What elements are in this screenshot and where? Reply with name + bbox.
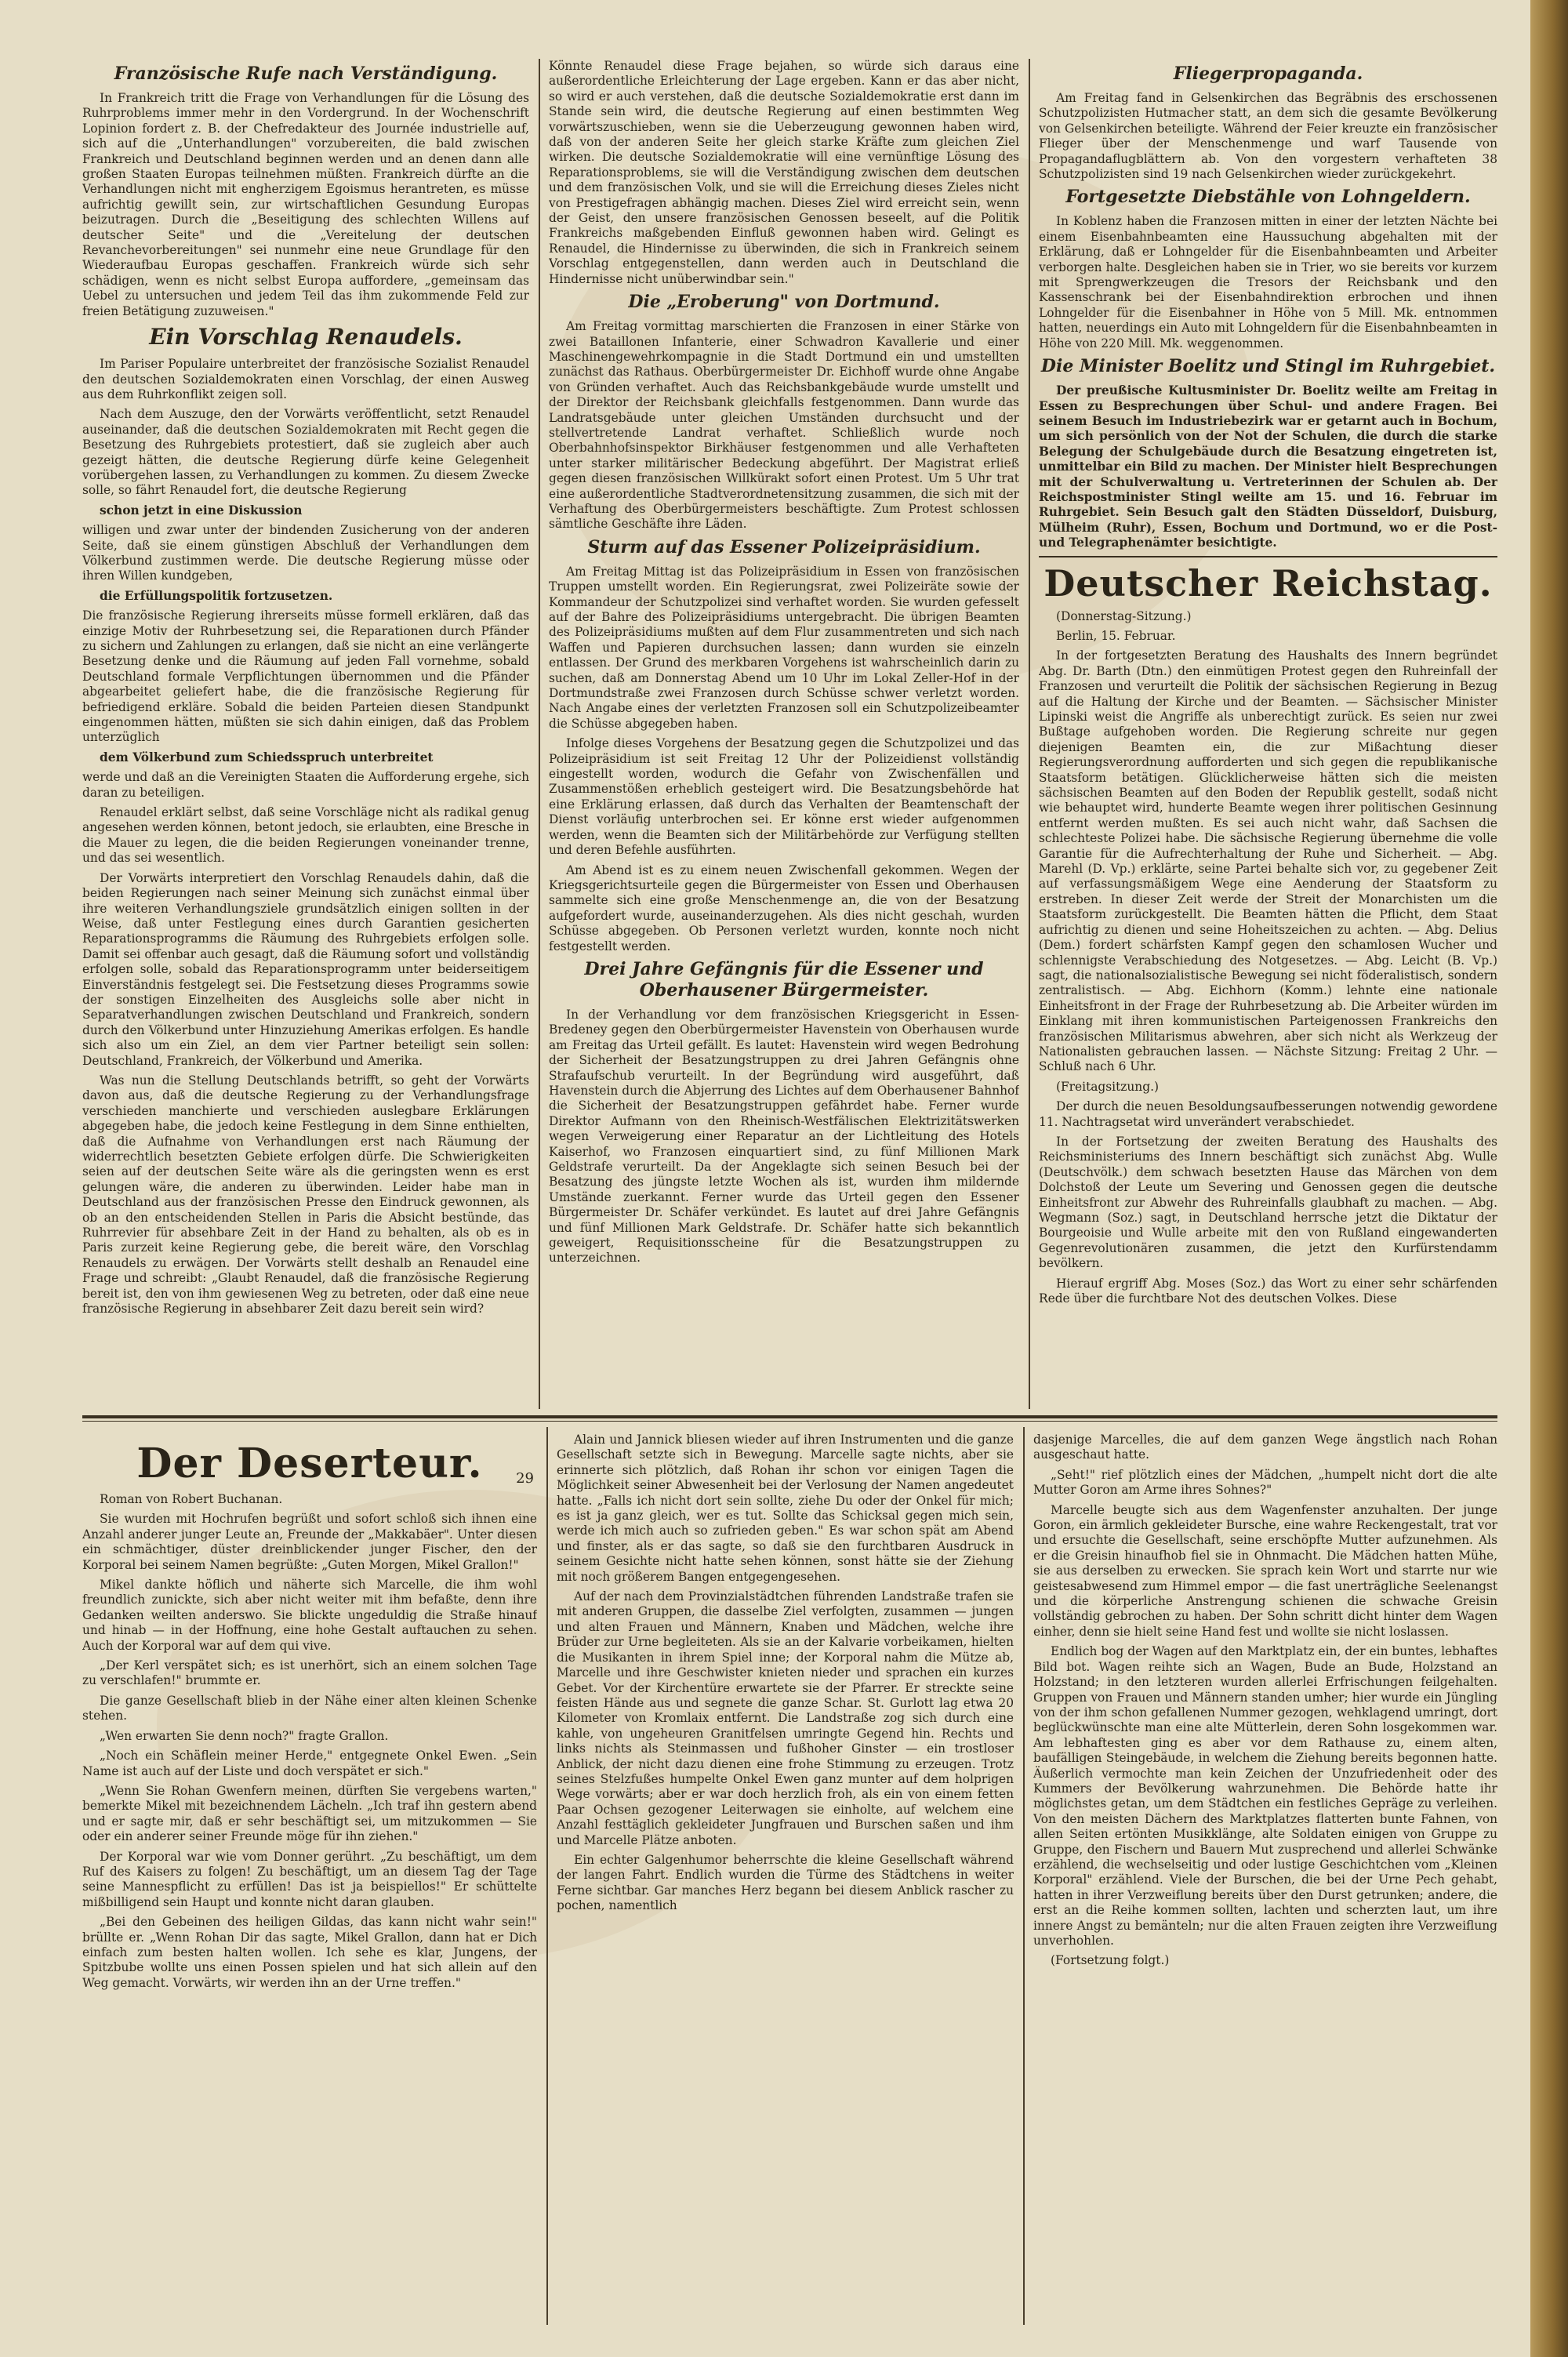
column-2 [549,59,1019,1407]
article-paragraph: In Frankreich tritt die Frage von Verhandlungen für die Lösung des Ruhrproblems immer mehr in den Vordergrund. In der Wochenschrift Lopinion fordert z. B. der Chefredakteur des Journée industrielle auf, sich auf die „Unterhandlungen" vorzubereiten, die bald zwischen Frankreich und Deutschland beginnen werden und an denen dann alle großen Staaten Europas teilnehmen müßten. Frankreich dürfte an die Verhandlungen nicht mit engherzigem Egoismus herantreten, es müsse aufrichtig gewillt sein, zur wirtschaftlichen Gesundung Europas beizutragen. Durch die „Beseitigung des schlechten Willens auf deutscher Seite" und die „Vereitelung der deutschen Revanchevorbereitungen" sei nunmehr eine neue Grundlage für den Wiederaufbau Europas geschaffen. Frankreich würde sich sehr schädigen, wenn es nicht selbst Europa auffordere, „gemeinsam das Uebel zu untersuchen und jedem Teil das ihm zukommende Feld zur freien Betätigung zuzuweisen." [82,91,529,318]
article-paragraph: Am Freitag Mittag ist das Polizeipräsidium in Essen von französischen Truppen umstellt worden. Ein Regierungsrat, zwei Polizeiräte sowie der Kommandeur der Schutzpolizei sind verhaftet worden. Sie wurden gefesselt auf der Bahre des Polizeipräsidiums untergebracht. Die übrigen Beamten des Polizeipräsidiums mußten auf dem Flur zusammentreten und sich nach Waffen und Papieren durchsuchen lassen; dann wurden sie einzeln entlassen. Der Grund des merkbaren Vorgehens ist wahrscheinlich darin zu suchen, daß am Donnerstag Abend um 10 Uhr im Lokal Zeller-Hof in der Dortmundstraße zwei Franzosen durch Schüsse schwer verletzt worden. Nach Angabe eines der verletzten Franzosen soll ein Schutzpolizeibeamter die Schüsse abgegeben haben. [549,564,1019,731]
emphasis-line: schon jetzt in eine Diskussion [100,503,303,518]
article-paragraph: Was nun die Stellung Deutschlands betrifft, so geht der Vorwärts davon aus, daß die deutsche Regierung zu der Verhandlungsfrage verschieden manchierte und verschieden auslegbare Erklärungen abgegeben habe, die jedoch keine Festlegung in dem Sinne enthielten, daß die Aufnahme von Verhandlungen erst nach Räumung der widerrechtlich besetzten Gebiete erfolgen dürfe. Die Schwierigkeiten seien auf der deutschen Seite wäre als die geringsten wenn es erst gelungen wäre, die anderen zu überwinden. Leider habe man in Deutschland aus der französischen Presse den Eindruck gewonnen, als ob an den entscheidenden Stellen in Paris die Absicht bestünde, das Ruhrrevier für absehbare Zeit in der Hand zu behalten, als ob es in Paris zurzeit keine Regierung gebe, die bereit wäre, den Vorschlag Renaudels zu erwägen. Der Vorwärts stellt deshalb an Renaudel eine Frage und schreibt: „Glaubt Renaudel, daß die französische Regierung bereit ist, den von ihm gewiesenen Weg zu betreten, oder daß eine neue französische Regierung in absehbarer Zeit dazu bereit sein wird? [82,1073,529,1317]
novel-column-1 [82,1429,537,2323]
article-paragraph: werde und daß an die Vereinigten Staaten die Aufforderung ergehe, sich daran zu beteiligen. [82,770,529,800]
headline-essen-police: Sturm auf das Essener Polizeipräsidium. [587,536,981,557]
novel-author: Roman von Robert Buchanan. [100,1492,283,1506]
article-paragraph: Am Freitag fand in Gelsenkirchen das Begräbnis des erschossenen Schutzpolizisten Hutmacher statt, an dem sich die gesamte Bevölkerung von Gelsenkirchen beteiligte. Während der Feier kreuzte ein französischer Flieger über der Menschenmenge und warf Tausende von Propagandaflugblättern ab. Von den vorgestern verhafteten 38 Schutzpolizisten sind 19 nach Gelsenkirchen wieder zurückgekehrt. [1039,91,1497,182]
feuilleton-rule [82,1415,1497,1418]
column-rule [546,1427,548,2325]
headline-dortmund: Die „Eroberung" von Dortmund. [628,292,940,313]
page-content [82,59,1497,2325]
column-rule [539,59,540,1409]
column-rule [1023,1427,1025,2325]
article-paragraph: Die französische Regierung ihrerseits müsse formell erklären, daß das einzige Motiv der Ruhrbesetzung sei, die Reparationen durch Pfänder zu sichern und Zahlungen zu erlangen, daß sie nicht an eine verlängerte Besetzung denke und die Räumung auf jeden Fall vornehme, sobald Deutschland formale Verpflichtungen übernommen und die Pfänder abgearbeitet geliefert habe, die die französische Regierung für befriedigend erkläre. Sobald die beiden Parteien diesen Standpunkt eingenommen hätten, müßten sie sich dahin einigen, daß das Problem unterzüglich [82,608,529,745]
article-paragraph: Könnte Renaudel diese Frage bejahen, so würde sich daraus eine außerordentliche Erleichterung der Lage ergeben. Kann er das aber nicht, so wird er auch verstehen, daß die deutsche Sozialdemokratie erst dann im Stande sein wird, die deutsche Regierung auf einen bestimmten Weg vorwärtszuschieben, wenn sie die Ueberzeugung gewonnen haben wird, daß von der anderen Seite her gleich starke Kräfte zum gleichen Ziel wirken. Die deutsche Sozialdemokratie will eine vernünftige Lösung des Reparationsproblems, sie will die Verständigung zwischen dem deutschen und dem französischen Volk, und sie will die Erreichung dieses Zieles nicht von Prestigefragen abhängig machen. Dieses Ziel wird erreicht sein, wenn der Geist, den unsere französischen Genossen beseelt, auf die Politik Frankreichs maßgebenden Einfluß gewonnen haben wird. Gelingt es Renaudel, die Hindernisse zu überwinden, die sich in Frankreich seinem Vorschlag entgegenstellen, dann werden auch in Deutschland die Hindernisse nicht unüberwindbar sein." [549,59,1019,286]
article-paragraph: In der fortgesetzten Beratung des Haushalts des Innern begründet Abg. Dr. Barth (Dtn.) den einmütigen Protest gegen den Ruhreinfall der Franzosen und verurteilt die Politik der sächsischen Regierung in Bezug auf die Haltung der Kirche und der Beamten. — Sächsischer Minister Lipinski weist die Angriffe als unberechtigt zurück. Es seien nur zwei Bußtage aufgehoben worden. Die Regierung schreite nur gegen diejenigen Beamten ein, die zur Mißachtung dieser Regierungsverordnung aufforderten und sich gegen die republikanische Staatsform betätigen. Glücklicherweise hätten sich die meisten sächsischen Beamten auf den Boden der Republik gestellt, sodaß nicht wie behauptet wird, hunderte Beamte wegen ihrer politischen Gesinnung entfernt werden mußten. Es sei auch nicht wahr, daß Sachsen die schlechteste Polizei habe. Die sächsische Regierung übernehme die volle Garantie für die Aufrechterhaltung der Ruhe und Sicherheit. — Abg. Marehl (D. Vp.) erklärte, seine Partei behalte sich vor, zu gegebener Zeit auf verfassungsmäßigem Wege eine Aenderung der Staatsform zu erstreben. In dieser Zeit werde der Streit der Monarchisten um die Staatsform zurückgestellt. Die Beamten hätten die Pflicht, dem Staat aufrichtig zu dienen und seine Hoheitszeichen zu achten. — Abg. Delius (Dem.) fordert schärfsten Kampf gegen den schamlosen Wucher und schlennigste Verabschiedung des Notgesetzes. — Abg. Leicht (B. Vp.) sagt, die nationalsozialistische Bewegung sei nicht föderalistisch, sondern zentralistisch. — Abg. Eichhorn (Komm.) lehnte eine nationale Einheitsfront in der Frage der Ruhrbesetzung ab. Die Arbeiter würden im Einklang mit ihren kommunistischen Parteigenossen Frankreichs den französischen Militarismus abwehren, aber sich nicht als Werkzeug der Nationalisten gebrauchen lassen. — Nächste Sitzung: Freitag 2 Uhr. — Schluß nach 6 Uhr. [1039,648,1497,1074]
section-divider [1039,556,1497,557]
installment-number: 29 [516,1470,534,1487]
continuation-note: (Fortsetzung folgt.) [1051,1953,1170,1968]
column-rule [1029,59,1030,1409]
page-binding [1530,0,1568,2357]
article-paragraph: Der durch die neuen Besoldungsaufbesserungen notwendig gewordene 11. Nachtragsetat wird unverändert verabschiedet. [1039,1099,1497,1129]
novel-paragraph: Der Korporal war wie vom Donner gerührt. „Zu beschäftigt, um dem Ruf des Kaisers zu folgen! Zu beschäftigt, um an diesem Tag der Tage seine Mannespflicht zu erfüllen! Das ist ja beispiellos!" Er schüttelte mißbilligend sein Haupt und konnte nicht daran glauben. [82,1849,537,1909]
article-paragraph: Der Vorwärts interpretiert den Vorschlag Renaudels dahin, daß die beiden Regierungen nach seiner Meinung sich zunächst einmal über ihre weiteren Verhandlungsziele grundsätzlich einigen sollten in der Weise, daß unter Festlegung eines durch Garantien gesicherten Reparationsprogramms die Räumung des Ruhrgebiets erfolgen solle. Damit sei offenbar auch gesagt, daß die Räumung sofort und vollständig erfolgen solle, sobald das Reparationsprogramm unter beiderseitigem Einverständnis festgelegt sei. Die Festsetzung dieses Programms sowie der sonstigen Einzelheiten des Ausgleichs solle aber nicht in Separatverhandlungen zwischen Deutschland und Frankreich, sondern durch den Völkerbund unter Hinzuziehung Amerikas erfolgen. Es handle sich also um ein Ziel, an dem vier Partner beteiligt sein sollen: Deutschland, Frankreich, der Völkerbund und Amerika. [82,870,529,1068]
novel-paragraph: Die ganze Gesellschaft blieb in der Nähe einer alten kleinen Schenke stehen. [82,1693,537,1723]
headline-wage-theft: Fortgesetzte Diebstähle von Lohngeldern. [1065,187,1471,208]
novel-column-2 [557,1433,1014,2323]
novel-paragraph: Alain und Jannick bliesen wieder auf ihren Instrumenten und die ganze Gesellschaft setzte sich in Bewegung. Marcelle sagte nichts, aber sie erinnerte sich plötzlich, daß Rohan ihr schon vor einigen Tagen die Möglichkeit seiner Abwesenheit bei der Verlosung der Namen angedeutet hatte. „Falls ich nicht dort sein sollte, ziehe Du oder der Onkel für mich; es ist ja ganz gleich, wer es tut. Sollte das Schicksal gegen mich sein, werde ich mich auch so zufrieden geben." Es war schon spät am Abend und finster, als er das sagte, so daß sie den furchtbaren Ausdruck in seinem Gesichte nicht hatte sehen können, sonst hätte sie der Ziehung mit noch größerem Bangen entgegengesehen. [557,1433,1014,1584]
novel-paragraph: „Wenn Sie Rohan Gwenfern meinen, dürften Sie vergebens warten," bemerkte Mikel mit bezeichnendem Lächeln. „Ich traf ihn gestern abend und er sagte mir, daß er sehr beschäftigt sei, um mitzukommen — Sie oder ein anderer seiner Freunde möge für ihn ziehen." [82,1783,537,1844]
emphasis-line: dem Völkerbund zum Schiedsspruch unterbreitet [100,750,434,764]
novel-paragraph: Mikel dankte höflich und näherte sich Marcelle, die ihm wohl freundlich zunickte, sich aber nicht weiter mit ihm befaßte, denn ihre Gedanken weilten anderswo. Sie blickte ungeduldig die Straße hinauf und hinab — in der Hoffnung, eine hohe Gestalt auftauchen zu sehen. Auch der Korporal war auf dem qui vive. [82,1578,537,1653]
headline-reichstag: Deutscher Reichstag. [1044,561,1493,605]
article-paragraph: In der Verhandlung vor dem französischen Kriegsgericht in Essen-Bredeney gegen den Oberbürgermeister Havenstein von Oberhausen wurde am Freitag das Urteil gefällt. Es lautet: Havenstein wird wegen Bedrohung der Sicherheit der Besatzungstruppen zu drei Jahren Gefängnis ohne Strafaufschub verurteilt. In der Begründung wird ausgeführt, daß Havenstein durch die Abjerrung des Lichtes auf dem Oberhausener Bahnhof die Sicherheit der Besatzungstruppen gefährdet habe. Ferner wurde Direktor Aufmann von den Rheinisch-Westfälischen Elektrizitätswerken wegen Verweigerung einer Reparatur an der Lichtleitung des Hotels Kaiserhof, wo Franzosen einquartiert sind, zu fünf Millionen Mark Geldstrafe verurteilt. Da der Angeklagte sich seinen Besuch bei der Besatzung des jüngste letzte Wochen als ist, wurden ihm mildernde Umstände zuerkannt. Ferner wurde das Urteil gegen den Essener Bürgermeister Dr. Schäfer verkündet. Es lautet auf drei Jahre Gefängnis und fünf Millionen Mark Geldstrafe. Dr. Schäfer hatte sich bekanntlich geweigert, Requisitionsscheine für die Besatzungstruppen zu unterzeichnen. [549,1007,1019,1266]
novel-paragraph: Ein echter Galgenhumor beherrschte die kleine Gesellschaft während der langen Fahrt. Endlich wurden die Türme des Städtchens in weiter Ferne sichtbar. Gar manches Herz begann bei diesem Anblick rascher zu pochen, namentlich [557,1852,1014,1913]
headline-renaudel: Ein Vorschlag Renaudels. [149,324,463,350]
article-paragraph: Im Pariser Populaire unterbreitet der französische Sozialist Renaudel den deutschen Sozialdemokraten einen Vorschlag, der einen Ausweg aus dem Ruhrkonflikt zeigen soll. [82,357,529,401]
novel-paragraph: „Wen erwarten Sie denn noch?" fragte Grallon. [100,1728,389,1743]
session-label: (Donnerstag-Sitzung.) [1056,608,1192,623]
novel-column-3 [1033,1433,1497,2323]
article-paragraph: Am Freitag vormittag marschierten die Franzosen in einer Stärke von zwei Bataillonen Infanterie, einer Schwadron Kavallerie und einer Maschinengewehrkompagnie in die Stadt Dortmund ein und umstellten zunächst das Rathaus. Oberbürgermeister Dr. Eichhoff wurde ohne Angabe von Gründen verhaftet. Auch das Reichsbankgebäude wurde umstellt und der Direktor der Reichsbank gleichfalls festgenommen. Dann wurde das Landratsgebäude unter gleichen Umständen durchsucht und der stellvertretende Landrat verhaftet. Schließlich wurde noch Oberbahnhofsinspektor Birkhäuser festgenommen und alle Verhafteten unter starker militärischer Bedeckung abgeführt. Der Magistrat erließ gegen diesen französischen Willkürakt sofort einen Protest. Um 5 Uhr trat eine außerordentliche Stadtverordnetensitzung zusammen, die sich mit der Verhaftung des Oberbürgermeisters beschäftigte. Zum Protest schlossen sämtliche Geschäfte ihre Läden. [549,319,1019,532]
feuilleton-rule [82,1421,1497,1422]
headline-ministers: Die Minister Boelitz und Stingl im Ruhrgebiet. [1040,356,1496,377]
article-paragraph: Infolge dieses Vorgehens der Besatzung gegen die Schutzpolizei und das Polizeipräsidium ist seit Freitag 12 Uhr der Polizeidienst vollständig eingestellt worden, wodurch die Gefahr von Zwischenfällen und Zusammenstößen erheblich gesteigert wird. Die Besatzungsbehörde hat eine Erklärung erlassen, daß durch das Verhalten der Beamtenschaft der Dienst vorläufig unterbrochen sei. Er könne erst wieder aufgenommen werden, wenn die Beamten sich der Militärbehörde zur Verfügung stellten und deren Befehle ausführten. [549,736,1019,858]
headline-three-years: Drei Jahre Gefängnis für die Essener und Oberhausener Bürgermeister. [584,958,984,1001]
novel-paragraph: „Bei den Gebeinen des heiligen Gildas, das kann nicht wahr sein!" brüllte er. „Wenn Rohan Dir das sagte, Mikel Grallon, dann hat er Dich einfach zum besten halten wollen. Ich sehe es klar, Jungens, der Spitzbube wollte uns einen Possen spielen und hat sich allein auf den Weg gemacht. Vorwärts, wir werden ihn an der Urne treffen." [82,1915,537,1990]
article-paragraph: Hierauf ergriff Abg. Moses (Soz.) das Wort zu einer sehr schärfenden Rede über die furchtbare Not des deutschen Volkes. Diese [1039,1276,1497,1306]
novel-paragraph: Endlich bog der Wagen auf den Marktplatz ein, der ein buntes, lebhaftes Bild bot. Wagen reihte sich an Wagen, Bude an Bude, Holzstand an Holzstand; in den letzteren wurden allerlei Erfrischungen feilgehalten. Gruppen von Frauen und Männern standen umher; hier wurde ein Jüngling von der ihm schon gefallenen Nummer gezogen, wehklagend umringt, dort beglückwünschte man eine alte Mütterlein, deren Sohn losgekommen war. Am lebhaftesten ging es aber vor dem Rathause zu, einem alten, baufälligen Steingebäude, in welchem die Ziehung bereits begonnen hatte. Äußerlich vermochte man kein Zeichen der Unzufriedenheit oder des Kummers der Bevölkerung wahrzunehmen. Die Behörde hatte ihr möglichstes getan, um dem Städtchen ein festliches Gepräge zu verleihen. Von den meisten Dächern des Marktplatzes flatterten bunte Fahnen, von allen Seiten ertönten Musikklänge, alte Soldaten einigen von Gruppe zu Gruppe, den Fischern und Bauern Mut zusprechend und allerlei Schwänke erzählend, die wechselseitig und oder lustige Geschichtchen vom „Kleinen Korporal" erzählend. Viele der Burschen, die bei der Urne Pech gehabt, hatten in ihrer Verzweiflung bereits über den Durst getrunken; andere, die erst an die Reihe kommen sollten, lachten und scherzten laut, um ihre innere Angst zu bemänteln; nur die alten Frauen zeigten ihre Verzweiflung unverhohlen. [1033,1644,1497,1948]
emphasis-line: die Erfüllungspolitik fortzusetzen. [100,588,333,603]
article-paragraph: willigen und zwar unter der bindenden Zusicherung von der anderen Seite, daß sie einem günstigen Abschluß der Verhandlungen dem Völkerbund zustimmen werde. Die deutsche Regierung müsse oder ihren Willen kundgeben, [82,523,529,583]
article-paragraph: Der preußische Kultusminister Dr. Boelitz weilte am Freitag in Essen zu Besprechungen über Schul- und andere Fragen. Bei seinem Besuch im Industriebezirk war er getarnt auch in Bochum, um sich persönlich von der Not der Schulen, die durch die starke Belegung der Schulgebäude durch die Besatzung eingetreten ist, unmittelbar ein Bild zu machen. Der Minister hielt Besprechungen mit der Schulverwaltung u. Vertreterinnen der Schulen ab. Der Reichspostminister Stingl weilte am 15. und 16. Februar im Ruhrgebiet. Sein Besuch galt den Städten Düsseldorf, Duisburg, Mülheim (Ruhr), Essen, Bochum und Dortmund, wo er die Post- und Telegraphenämter besichtigte. [1039,383,1497,550]
session-label: (Freitagsitzung.) [1056,1079,1159,1094]
novel-paragraph: „Seht!" rief plötzlich eines der Mädchen, „humpelt nicht dort die alte Mutter Goron am Arme ihres Sohnes?" [1033,1467,1497,1498]
headline-french-calls: Französische Rufe nach Verständigung. [114,64,498,84]
novel-paragraph: „Der Kerl verspätet sich; es ist unerhört, sich an einem solchen Tage zu verschlafen!" brummte er. [82,1658,537,1688]
article-paragraph: In der Fortsetzung der zweiten Beratung des Haushalts des Reichsministeriums des Innern beschäftigt sich zunächst Abg. Wulle (Deutschvölk.) dem schwach besetzten Hause das Märchen von dem Dolchstoß der Leute um Severing und Genossen gegen die deutsche Einheitsfront zur Abwehr des Ruhreinfalls glaubhaft zu machen. — Abg. Wegmann (Soz.) sagt, in Deutschland herrsche jetzt die Diktatur der Bourgeoisie und Wulle arbeite mit den von Rußland eingewanderten Gegenrevolutionären zusammen, die jetzt den Kurfürstendamm bevölkern. [1039,1134,1497,1271]
novel-paragraph: Sie wurden mit Hochrufen begrüßt und sofort schloß sich ihnen eine Anzahl anderer junger Leute an, Freunde der „Makkabäer". Unter diesen ein schmächtiger, düster dreinblickender junger Fischer, den der Korporal bei seinem Namen begrüßte: „Guten Morgen, Mikel Grallon!" [82,1512,537,1572]
novel-title: Der Deserteur. [136,1440,483,1487]
article-paragraph: Renaudel erklärt selbst, daß seine Vorschläge nicht als radikal genug angesehen werden können, betont jedoch, sie erlaubten, eine Bresche in die Mauer zu legen, die die beiden Regierungen voneinander trenne, und das sei wesentlich. [82,805,529,866]
novel-paragraph: dasjenige Marcelles, die auf dem ganzen Wege ängstlich nach Rohan ausgeschaut hatte. [1033,1433,1497,1462]
dateline: Berlin, 15. Februar. [1056,628,1176,643]
novel-paragraph: Marcelle beugte sich aus dem Wagenfenster anzuhalten. Der junge Goron, ein ärmlich gekleideter Bursche, eine wahre Reckengestalt, trat vor und ersuchte die Gesellschaft, seine erschöpfte Mutter aufzunehmen. Als er die Greisin hinaufhob fiel sie in Ohnmacht. Die Mädchen hatten Mühe, sie aus derselben zu erwecken. Sie sprach kein Wort und starrte nur wie geistesabwesend zum Himmel empor — die fast unerträgliche Seelenangst und die körperliche Anstrengung schienen die schwache Greisin vollständig gebrochen zu haben. Der Sohn schritt dicht hinter dem Wagen einher, denn sie hielt seine Hand fest und wollte sie nicht loslassen. [1033,1502,1497,1639]
column-3 [1039,59,1497,1407]
article-paragraph: Am Abend ist es zu einem neuen Zwischenfall gekommen. Wegen der Kriegsgerichtsurteile gegen die Bürgermeister von Essen und Oberhausen sammelte sich eine große Menschenmenge an, die von der Besatzung aufgefordert wurde, auseinanderzugehen. Als dies nicht geschah, wurden Schüsse abgegeben. Ob Personen verletzt wurden, konnte noch nicht festgestellt werden. [549,863,1019,953]
article-paragraph: In Koblenz haben die Franzosen mitten in einer der letzten Nächte bei einem Eisenbahnbeamten eine Haussuchung abgehalten mit der Erklärung, daß er Lohngelder für die Eisenbahnbeamten und Arbeiter verborgen halte. Desgleichen haben sie in Trier, wo sie bereits vor kurzem mit Sprengwerkzeugen die Tresors der Reichsbank und den Kassenschrank bei der Eisenbahndirektion erbrochen und ihnen Lohngelder für die Eisenbahner in Höhe von 5 Mill. Mk. entnommen hatten, neuerdings ein Auto mit Lohngeldern für die Eisenbahnbeamten in Höhe von 220 Mill. Mk. weggenommen. [1039,214,1497,350]
novel-paragraph: Auf der nach dem Provinzialstädtchen führenden Landstraße trafen sie mit anderen Gruppen, die dasselbe Ziel verfolgten, zusammen — jungen und alten Frauen und Männern, Knaben und Mädchen, welche ihre Brüder zur Urne begleiteten. Als sie an der Kalvarie vorbeikamen, hielten die Musikanten in ihrem Spiel inne; der Korporal nahm die Mütze ab, Marcelle und ihre Geschwister knieten nieder und sprachen ein kurzes Gebet. Vor der Kirchentüre erwartete sie der Pfarrer. Er streckte seine feisten Hände aus und segnete die ganze Schar. St. Gurlott lag etwa 20 Kilometer von Kromlaix entfernt. Die Landstraße zog sich durch eine kahle, von ungeheuren Granitfelsen umringte Gegend hin. Rechts und links nichts als Steinmassen und fußhoher Ginster — ein trostloser Anblick, der nicht dazu dienen eine frohe Stimmung zu erzeugen. Trotz seines Stelzfußes humpelte Onkel Ewen ganz munter auf dem holprigen Wege vorwärts; aber er war doch herzlich froh, als ein von einem fetten Paar Ochsen gezogener Leiterwagen sie einholte, auf welchem eine Anzahl festtäglich gekleideter Jungfrauen und Burschen saßen und ihm und Marcelle Plätze anboten. [557,1589,1014,1847]
novel-paragraph: „Noch ein Schäflein meiner Herde," entgegnete Onkel Ewen. „Sein Name ist auch auf der Liste und doch verspätet er sich." [82,1749,537,1778]
headline-flier-propaganda: Fliegerpropaganda. [1173,64,1363,84]
column-1 [82,59,529,1407]
article-paragraph: Nach dem Auszuge, den der Vorwärts veröffentlicht, setzt Renaudel auseinander, daß die deutschen Sozialdemokraten mit Recht gegen die Besetzung des Ruhrgebiets protestiert, daß sie zugleich aber auch gezeigt hätten, die deutsche Regierung dürfe keine Gelegenheit vorübergehen lassen, zu Verhandlungen zu kommen. Zu diesem Zwecke solle, so fährt Renaudel fort, die deutsche Regierung [82,407,529,498]
